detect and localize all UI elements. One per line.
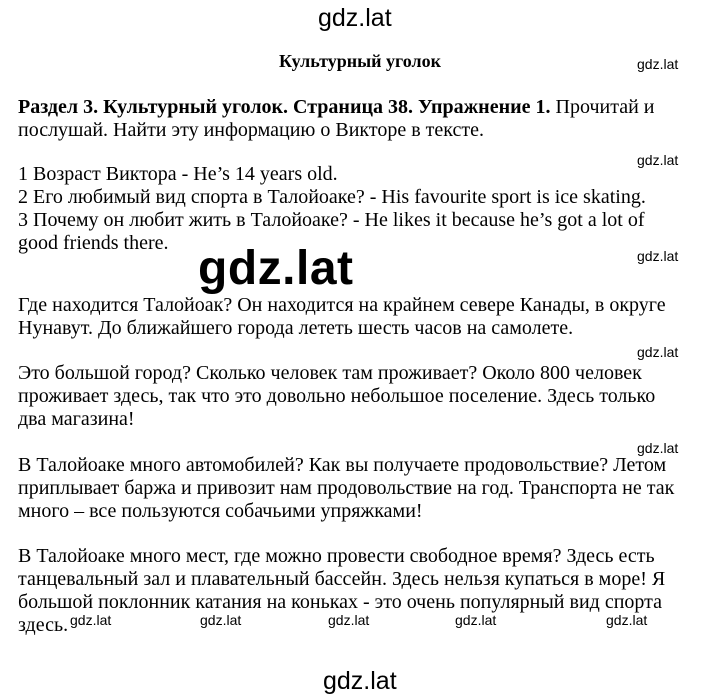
watermark-top: gdz.lat	[318, 4, 392, 32]
watermark-right-5: gdz.lat	[637, 440, 679, 456]
paragraph-3-line-3: много – все пользуются собачьими упряжками!	[18, 500, 423, 522]
paragraph-2-line-3: два магазина!	[18, 408, 135, 430]
paragraph-1-line-2: Нунавут. До ближайшего города лететь шесть часов на самолете.	[18, 317, 574, 339]
task-heading-line2: послушай. Найти эту информацию о Викторе в тексте.	[18, 119, 484, 141]
watermark-large: gdz.lat	[198, 242, 354, 295]
watermark-bottom: gdz.lat	[323, 667, 397, 695]
page-title: Культурный уголок	[279, 51, 441, 71]
watermark-bottom-4: gdz.lat	[455, 612, 497, 628]
watermark-right-2: gdz.lat	[637, 152, 679, 168]
answer-2: 2 Его любимый вид спорта в Талойоаке? - His favourite sport is ice skating.	[18, 186, 646, 208]
paragraph-2-line-2: проживает здесь, так что это довольно небольшое поселение. Здесь только	[18, 385, 656, 407]
paragraph-3-line-1: В Талойоаке много автомобилей? Как вы получаете продовольствие? Летом	[18, 454, 667, 476]
watermark-right-4: gdz.lat	[637, 344, 679, 360]
watermark-bottom-2: gdz.lat	[200, 612, 242, 628]
task-heading	[18, 96, 654, 119]
watermark-bottom-3: gdz.lat	[328, 612, 370, 628]
paragraph-3-line-2: приплывает баржа и привозит нам продовольствие на год. Транспорта не так	[18, 477, 675, 499]
paragraph-4-line-2: танцевальный зал и плавательный бассейн. Здесь нельзя купаться в море! Я	[18, 568, 666, 590]
answer-3-cont: good friends there.	[18, 232, 169, 254]
task-heading-bold: Раздел 3. Культурный уголок. Страница 38. Упражнение 1.	[18, 96, 551, 118]
watermark-right-1: gdz.lat	[637, 56, 679, 72]
paragraph-4-line-1: В Талойоаке много мест, где можно провести свободное время? Здесь есть	[18, 545, 655, 567]
paragraph-4-line-3: большой поклонник катания на коньках - это очень популярный вид спорта	[18, 591, 662, 613]
paragraph-1-line-1: Где находится Талойоак? Он находится на крайнем севере Канады, в округе	[18, 294, 666, 316]
answer-1: 1 Возраст Виктора - He’s 14 years old.	[18, 163, 338, 185]
watermark-bottom-1: gdz.lat	[70, 612, 112, 628]
answer-3: 3 Почему он любит жить в Талойоаке? - He likes it because he’s got a lot of	[18, 209, 645, 231]
task-heading-rest: Прочитай и	[550, 96, 655, 118]
paragraph-4-line-4: здесь.	[18, 614, 69, 636]
watermark-right-3: gdz.lat	[637, 248, 679, 264]
watermark-bottom-5: gdz.lat	[606, 612, 648, 628]
paragraph-2-line-1: Это большой город? Сколько человек там проживает? Около 800 человек	[18, 362, 642, 384]
